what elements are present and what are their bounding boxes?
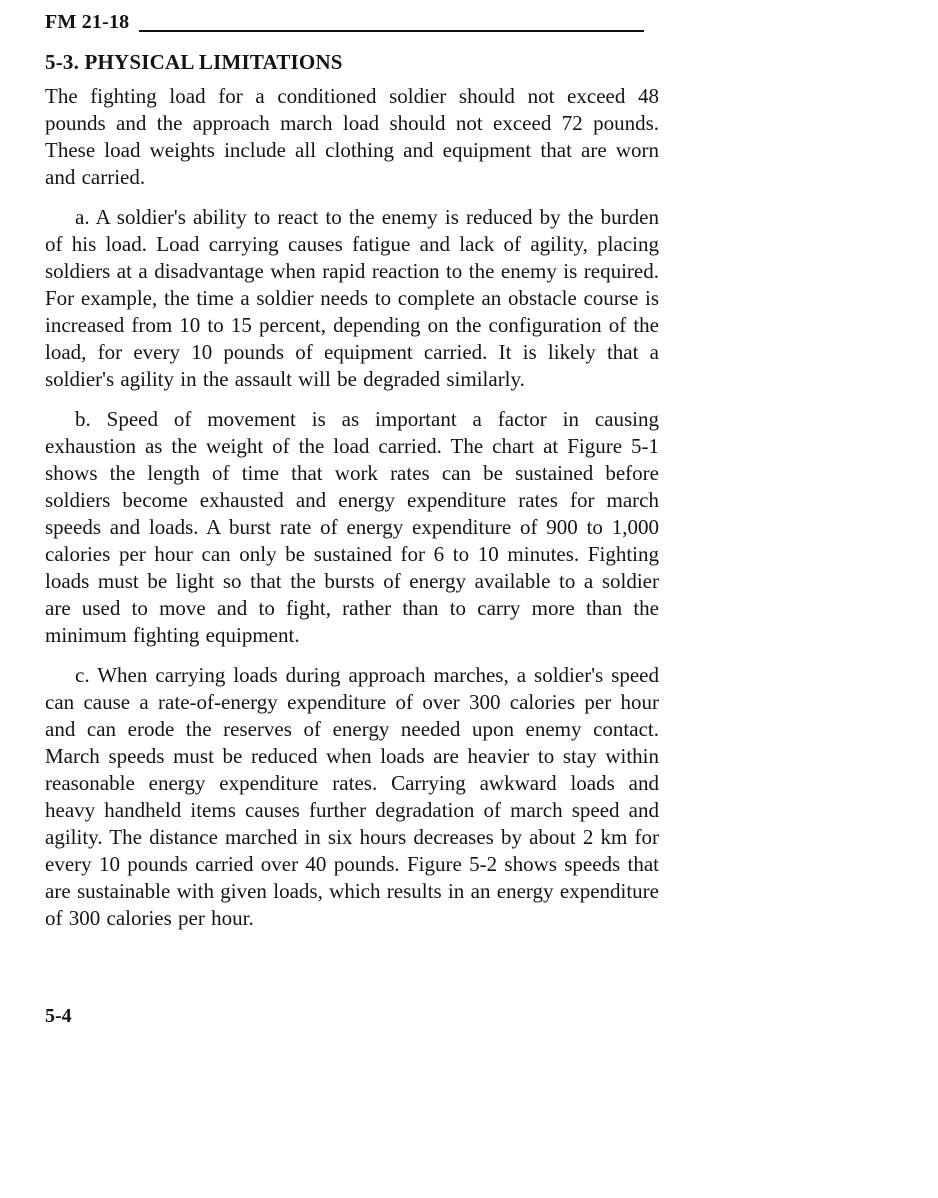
paragraph-b: b. Speed of movement is as important a factor in causing exhaustion as the weight of the load carried. The chart at Figure 5-1 shows the length of time that work rates can be sustained before soldiers become exhausted and energy expenditure rates for march speeds and loads. A burst rate of energy expenditure of 900 to 1,000 calories per hour can only be sustained for 6 to 10 minutes. Fighting loads must be light so that the bursts of energy available to a soldier are used to move and to fight, rather than to carry more than the minimum fighting equipment.	[45, 407, 659, 647]
document-id: FM 21-18	[45, 11, 130, 33]
paragraph-a: a. A soldier's ability to react to the enemy is reduced by the burden of his load. Load carrying causes fatigue and lack of agility, placing soldiers at a disadvantage when rapid reaction to the enemy is required. For example, the time a soldier needs to complete an obstacle course is increased from 10 to 15 percent, depending on the configuration of the load, for every 10 pounds of equipment carried. It is likely that a soldier's agility in the assault will be degraded similarly.	[45, 205, 659, 391]
intro-paragraph: The fighting load for a conditioned soldier should not exceed 48 pounds and the approach march load should not exceed 72 pounds. These load weights include all clothing and equipment that are worn and carried.	[45, 84, 659, 189]
header-rule-divider	[139, 30, 644, 32]
page-content	[45, 8, 659, 945]
page-header	[45, 8, 659, 34]
section-heading: 5-3. PHYSICAL LIMITATIONS	[45, 50, 343, 74]
page-number: 5-4	[45, 1005, 72, 1027]
paragraph-c: c. When carrying loads during approach marches, a soldier's speed can cause a rate-of-energy expenditure of over 300 calories per hour and can erode the reserves of energy needed upon enemy contact. March speeds must be reduced when loads are heavier to stay within reasonable energy expenditure rates. Carrying awkward loads and heavy handheld items causes further degradation of march speed and agility. The distance marched in six hours decreases by about 2 km for every 10 pounds carried over 40 pounds. Figure 5-2 shows speeds that are sustainable with given loads, which results in an energy expenditure of 300 calories per hour.	[45, 663, 659, 930]
